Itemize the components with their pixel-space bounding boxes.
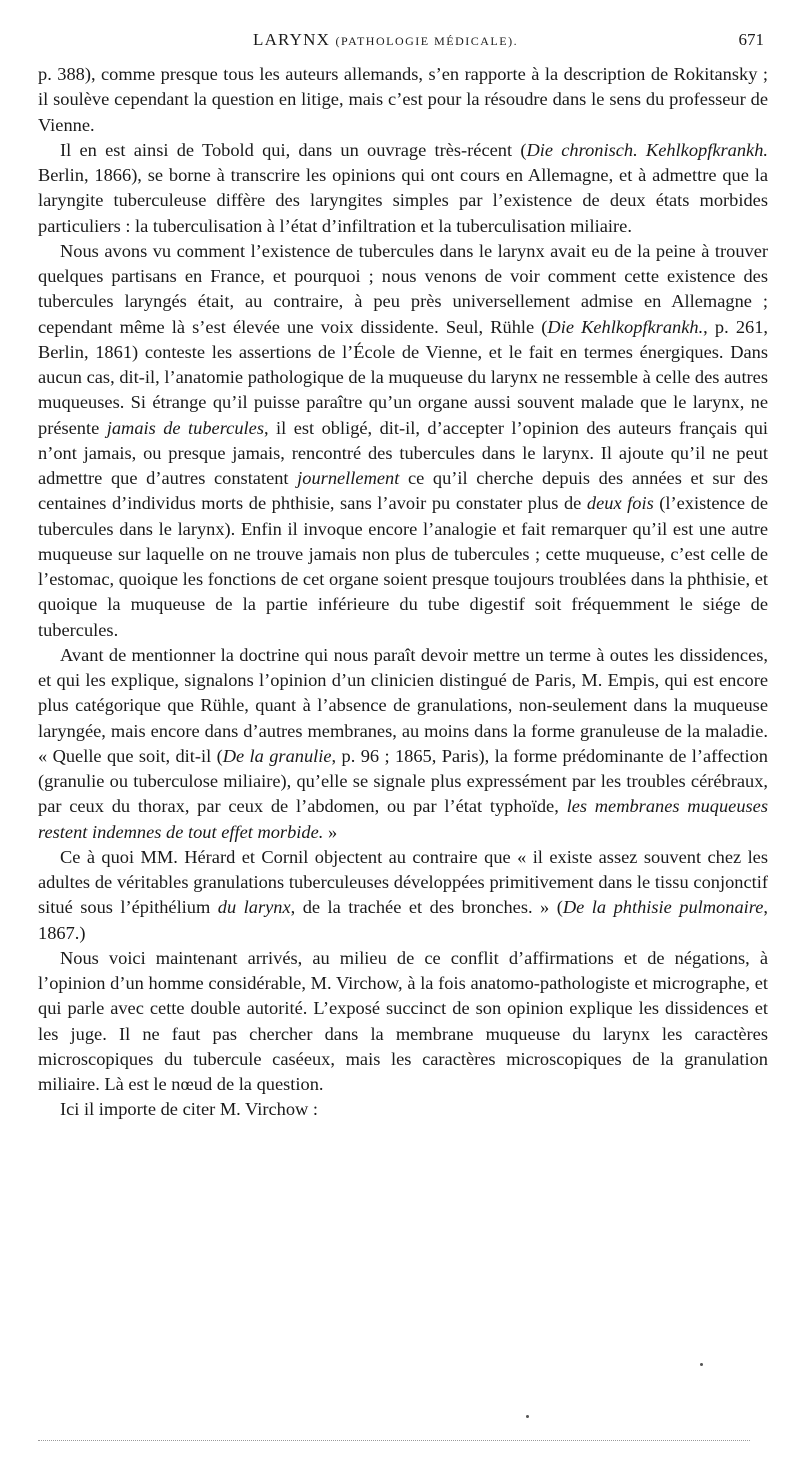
paragraph-1 bbox=[38, 62, 768, 138]
body-text bbox=[38, 62, 768, 1123]
paragraph-3 bbox=[38, 239, 768, 643]
text-run: , p. 261, Berlin, 1861) conteste les assertions de l’École de Vienne, et le fait en termes énergiques. Dans aucun cas, dit-il, l’anatomie pathologique de la muqueuse du larynx ne ressemble à celle des autres muqueuses. Si étrange qu’il puisse paraître qu’un organe aussi souvent malade que le larynx, ne présente bbox=[38, 316, 768, 438]
book-page bbox=[38, 0, 768, 1482]
italic-run: les membranes muqueuses restent indemnes de tout effet morbide. bbox=[38, 796, 768, 842]
text-run: Avant de mentionner la doctrine qui nous paraît devoir mettre un terme à outes les dissidences, et qui les explique, signalons l’opinion d’un clinicien distingué de Paris, M. Empis, qui est encore plus catégorique que Rühle, quant à l’absence de granulations, non-seulement dans la muqueuse laryngée, mais encore dans d’autres membranes, au moins dans la forme granuleuse de la maladie. « Quelle que soit, dit-il ( bbox=[38, 644, 768, 766]
italic-run: De la phthisie pulmonaire bbox=[562, 897, 764, 918]
running-head-subtitle: (PATHOLOGIE MÉDICALE). bbox=[335, 34, 519, 48]
running-head bbox=[38, 30, 768, 54]
text-run: p. 388), comme presque tous les auteurs allemands, s’en rapporte à la description de Rokitansky ; il soulève cependant la question en litige, mais c’est pour la résoudre dans le sens du professeur de Vienne. bbox=[38, 64, 768, 135]
text-run: (l’existence de tubercules dans le larynx). Enfin il invoque encore l’analogie et fait remarquer qu’il est une autre muqueuse sur laquelle on ne trouve jamais non plus de tubercules ; cette muqueuse, c’est celle de l’estomac, quoique les fonctions de cet organe soient presque toujours troublées dans la phthisie, et quoique la muqueuse de la partie inférieure du tube digestif soit fréquemment le siége de tubercules. bbox=[38, 493, 768, 640]
paragraph-4 bbox=[38, 643, 768, 845]
italic-run: jamais de tubercules bbox=[106, 417, 264, 438]
text-run: Ici il importe de citer M. Virchow : bbox=[60, 1099, 318, 1120]
paragraph-6 bbox=[38, 946, 768, 1098]
paragraph-5 bbox=[38, 845, 768, 946]
italic-run: Die Kehlkopfkrankh. bbox=[547, 316, 704, 337]
running-head-title: LARYNX (PATHOLOGIE MÉDICALE). bbox=[253, 30, 519, 49]
text-run: , 1867.) bbox=[38, 897, 768, 943]
text-run: Ce à quoi MM. Hérard et Cornil objectent au contraire que « il existe assez souvent chez les adultes de véritables granulations tuberculeuses développées primitivement dans le tissu conjonctif situé sous l’épithélium bbox=[38, 846, 768, 918]
page-number: 671 bbox=[738, 30, 764, 49]
paragraph-2 bbox=[38, 138, 768, 239]
text-run: Nous voici maintenant arrivés, au milieu de ce conflit d’affirmations et de négations, à l’opinion d’un homme considérable, M. Virchow, à la fois anatomo-pathologiste et micrographe, et qui parle avec cette double autorité. L’exposé succinct de son opinion explique les dissidences et les juge. Il ne faut pas chercher dans la membrane muqueuse du larynx les caractères microscopiques du tubercule caséeux, mais les caractères microscopiques de la granulation miliaire. Là est le nœud de la question. bbox=[38, 947, 768, 1094]
italic-run: journellement bbox=[297, 468, 400, 488]
paragraph-7 bbox=[38, 1097, 768, 1122]
italic-run: du larynx bbox=[217, 897, 291, 918]
text-run: Il en est ainsi de Tobold qui, dans un ouvrage très-récent ( bbox=[60, 139, 527, 160]
text-run: , p. 96 ; 1865, Paris), la forme prédominante de l’affection (granulie ou tuberculose miliaire), qu’elle se signale plus expressément par les troubles cérébraux, par ceux du thorax, par ceux de l’abdomen, ou par l’état typhoïde, bbox=[38, 745, 769, 817]
text-run: Nous avons vu comment l’existence de tubercules dans le larynx avait eu de la peine à trouver quelques partisans en France, et pourquoi ; nous venons de voir comment cette existence des tubercules laryngés était, au contraire, à peu près universellement admise en Allemagne ; cependant même là s’est élevée une voix dissidente. Seul, Rühle ( bbox=[38, 240, 768, 337]
page-bottom-rule bbox=[38, 1440, 750, 1441]
text-run: , il est obligé, dit-il, d’accepter l’opinion des auteurs français qui n’ont jamais, ou presque jamais, rencontré des tubercules dans le larynx. Il ajoute qu’il ne peut admettre que d’autres constatent bbox=[38, 417, 768, 488]
text-run: » bbox=[323, 821, 338, 842]
print-speck bbox=[700, 1363, 703, 1366]
text-run: , de la trachée et des bronches. » ( bbox=[290, 897, 563, 918]
text-run: ce qu’il cherche depuis des années et sur des centaines d’individus morts de phthisie, sans l’avoir pu constater plus de bbox=[38, 468, 768, 514]
italic-run: deux fois bbox=[586, 493, 654, 514]
text-run: Berlin, 1866), se borne à transcrire les opinions qui ont cours en Allemagne, et à admettre que la laryngite tuberculeuse diffère des laryngites simples par l’existence de deux états morbides particuliers : la tuberculisation à l’état d’infiltration et la tuberculisation miliaire. bbox=[38, 165, 768, 236]
italic-run: De la granulie bbox=[222, 745, 332, 766]
print-speck bbox=[526, 1415, 529, 1418]
italic-run: Die chronisch. Kehlkopfkrankh. bbox=[526, 139, 768, 160]
